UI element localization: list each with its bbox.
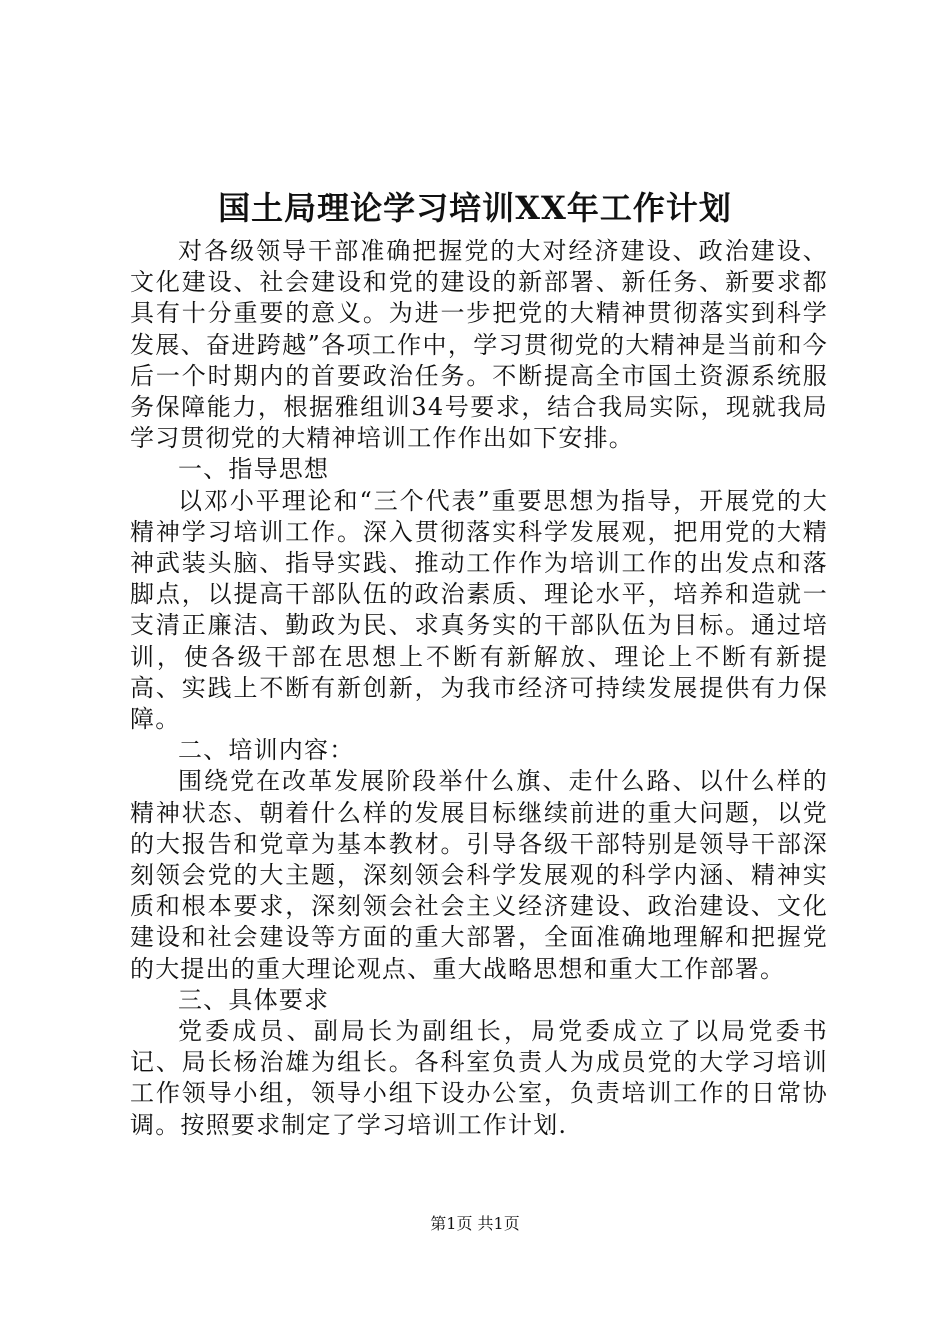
- section-body-specific-requirements: 党委成员、副局长为副组长，局党委成立了以局党委书记、局长杨治雄为组长。各科室负责人为成员党的大学习培训工作领导小组，领导小组下设办公室，负责培训工作的日常协调。按照要求制定了学习培训工作计划.: [130, 1017, 828, 1139]
- document-body: [130, 236, 828, 1141]
- section-heading-specific-requirements: 三、具体要求: [178, 985, 330, 1014]
- page-footer: 第1页 共1页: [430, 1214, 520, 1233]
- document-title: 国土局理论学习培训XX年工作计划: [218, 189, 732, 227]
- section-body-training-content: 围绕党在改革发展阶段举什么旗、走什么路、以什么样的精神状态、朝着什么样的发展目标继续前进的重大问题，以党的大报告和党章为基本教材。引导各级干部特别是领导干部深刻领会党的大主题，深刻领会科学发展观的科学内涵、精神实质和根本要求，深刻领会社会主义经济建设、政治建设、文化建设和社会建设等方面的重大部署，全面准确地理解和把握党的大提出的重大理论观点、重大战略思想和重大工作部署。: [130, 767, 828, 983]
- section-heading-training-content: 二、培训内容：: [178, 736, 355, 765]
- intro-paragraph: 对各级领导干部准确把握党的大对经济建设、政治建设、文化建设、社会建设和党的建设的新部署、新任务、新要求都具有十分重要的意义。为进一步把党的大精神贯彻落实到科学发展、奋进跨越”各项工作中，学习贯彻党的大精神是当前和今后一个时期内的首要政治任务。不断提高全市国土资源系统服务保障能力，根据雅组训34号要求，结合我局实际，现就我局学习贯彻党的大精神培训工作作出如下安排。: [130, 237, 828, 453]
- section-body-guiding-ideology: 以邓小平理论和“三个代表”重要思想为指导，开展党的大精神学习培训工作。深入贯彻落实科学发展观，把用党的大精神武装头脑、指导实践、推动工作作为培训工作的出发点和落脚点，以提高干部队伍的政治素质、理论水平，培养和造就一支清正廉洁、勤政为民、求真务实的干部队伍为目标。通过培训，使各级干部在思想上不断有新解放、理论上不断有新提高、实践上不断有新创新，为我市经济可持续发展提供有力保障。: [130, 486, 828, 734]
- section-heading-guiding-ideology: 一、指导思想: [178, 455, 330, 484]
